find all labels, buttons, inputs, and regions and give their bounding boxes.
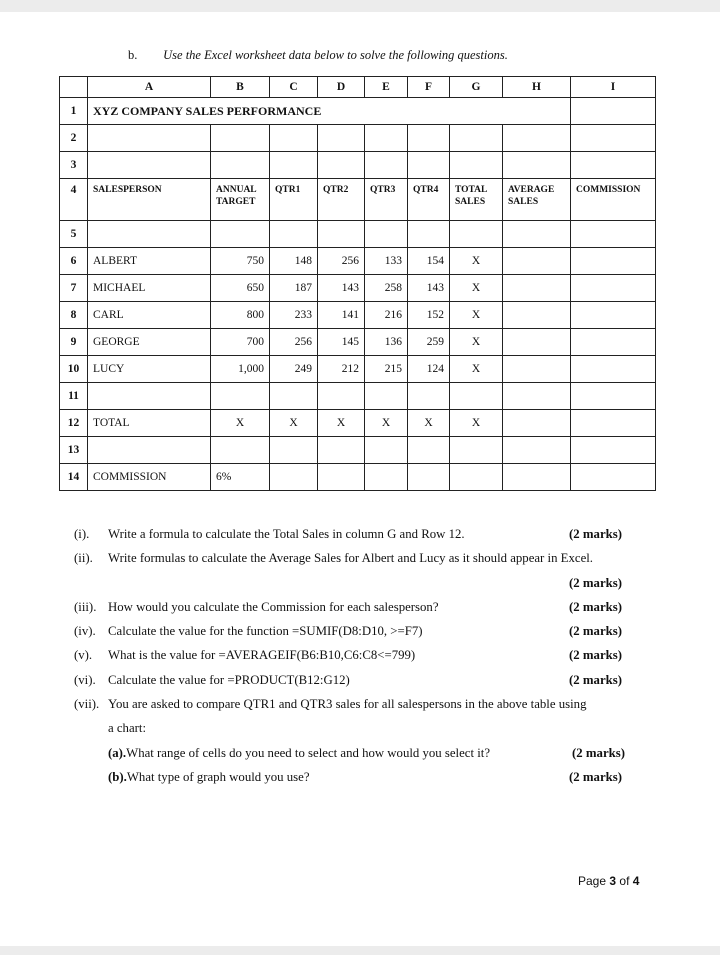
cell-B9: 700 [211,329,270,356]
cell-E11 [365,383,408,410]
sheet-row-13 [60,437,656,464]
cell-B2 [211,125,270,152]
question-marks: (2 marks) [572,745,625,760]
cell-E5 [365,221,408,248]
row-number: 14 [60,464,88,491]
cell-E9: 136 [365,329,408,356]
question-text [108,741,490,765]
question-marks: (2 marks) [569,769,622,784]
cell-I5 [571,221,656,248]
cell-F2 [408,125,450,152]
cell-C2 [270,125,318,152]
row-number: 11 [60,383,88,410]
cell-G11 [450,383,503,410]
sheet-row-3 [60,152,656,179]
cell-C3 [270,152,318,179]
cell-E12: X [365,410,408,437]
row-number: 3 [60,152,88,179]
cell-A2 [88,125,211,152]
cell-C5 [270,221,318,248]
cell-H2 [503,125,571,152]
cell-H6 [503,248,571,275]
question-number: (iii). [74,599,97,614]
column-header-b: B [211,77,270,98]
row-number: 4 [60,179,88,221]
cell-E14 [365,464,408,491]
sheet-row-12 [60,410,656,437]
cell-D14 [318,464,365,491]
cell-G4: TOTAL SALES [450,179,503,221]
cell-C14 [270,464,318,491]
row-number: 5 [60,221,88,248]
cell-H8 [503,302,571,329]
corner-cell [60,77,88,98]
cell-F11 [408,383,450,410]
cell-E7: 258 [365,275,408,302]
question-line [74,668,634,692]
page-of: of [619,874,630,888]
question-text [108,765,310,789]
question-number: (ii). [74,551,93,566]
cell-A4: SALESPERSON [88,179,211,221]
question-line [74,765,634,789]
cell-F7: 143 [408,275,450,302]
row-number: 8 [60,302,88,329]
cell-I8 [571,302,656,329]
cell-C13 [270,437,318,464]
cell-G8: X [450,302,503,329]
row-number: 10 [60,356,88,383]
cell-D8: 141 [318,302,365,329]
question-text: a chart: [108,721,147,736]
sheet-row-14 [60,464,656,491]
intro-label: b. [128,48,138,62]
sheet-row-2 [60,125,656,152]
cell-D4: QTR2 [318,179,365,221]
question-line [74,571,634,595]
cell-E10: 215 [365,356,408,383]
cell-H10 [503,356,571,383]
sheet-row-5 [60,221,656,248]
cell-E13 [365,437,408,464]
cell-A6: ALBERT [88,248,211,275]
sheet-row-11 [60,383,656,410]
cell-D6: 256 [318,248,365,275]
cell-F3 [408,152,450,179]
cell-C10: 249 [270,356,318,383]
question-number: (vii). [74,697,100,712]
cell-H7 [503,275,571,302]
question-marks: (2 marks) [569,648,622,663]
cell-D13 [318,437,365,464]
sheet-row-8 [60,302,656,329]
question-text: What is the value for =AVERAGEIF(B6:B10,C6:C8<=799) [108,648,416,663]
cell-B3 [211,152,270,179]
cell-F9: 259 [408,329,450,356]
question-marks: (2 marks) [569,575,622,590]
column-header-d: D [318,77,365,98]
cell-I10 [571,356,656,383]
question-text: Write a formula to calculate the Total Sales in column G and Row 12. [108,527,465,541]
cell-B11 [211,383,270,410]
row-number: 12 [60,410,88,437]
cell-B8: 800 [211,302,270,329]
worksheet-table [59,76,656,491]
cell-E6: 133 [365,248,408,275]
cell-G3 [450,152,503,179]
page-footer [578,874,639,888]
cell-A1: XYZ COMPANY SALES PERFORMANCE [88,98,571,125]
cell-E8: 216 [365,302,408,329]
row-number: 1 [60,98,88,125]
cell-F13 [408,437,450,464]
subquestion-label: (a). [108,745,127,760]
cell-I13 [571,437,656,464]
cell-D10: 212 [318,356,365,383]
question-number: (i). [74,527,90,541]
column-header-c: C [270,77,318,98]
cell-E4: QTR3 [365,179,408,221]
cell-C8: 233 [270,302,318,329]
subquestion-text: What range of cells do you need to select and how would you select it? [126,745,491,760]
question-number: (v). [74,648,93,663]
cell-H9 [503,329,571,356]
sheet-row-6 [60,248,656,275]
cell-A7: MICHAEL [88,275,211,302]
column-header-row [60,77,656,98]
cell-D9: 145 [318,329,365,356]
column-header-i: I [571,77,656,98]
question-number: (vi). [74,672,96,687]
question-line [74,595,634,619]
question-marks: (2 marks) [569,527,622,541]
cell-E2 [365,125,408,152]
cell-H12 [503,410,571,437]
question-line [74,619,634,643]
cell-D7: 143 [318,275,365,302]
cell-G7: X [450,275,503,302]
cell-A5 [88,221,211,248]
row-number: 7 [60,275,88,302]
cell-I6 [571,248,656,275]
question-line [74,716,634,740]
sheet-row-4 [60,179,656,221]
question-text: Calculate the value for the function =SUMIF(D8:D10, >=F7) [108,624,423,639]
cell-E3 [365,152,408,179]
column-header-e: E [365,77,408,98]
cell-I14 [571,464,656,491]
cell-H4: AVERAGE SALES [503,179,571,221]
question-text: You are asked to compare QTR1 and QTR3 sales for all salespersons in the above table using [108,697,587,712]
cell-C4: QTR1 [270,179,318,221]
cell-G2 [450,125,503,152]
cell-D11 [318,383,365,410]
cell-I3 [571,152,656,179]
cell-B13 [211,437,270,464]
column-header-g: G [450,77,503,98]
cell-I11 [571,383,656,410]
column-header-f: F [408,77,450,98]
sheet-row-9 [60,329,656,356]
cell-H13 [503,437,571,464]
row-number: 6 [60,248,88,275]
cell-G9: X [450,329,503,356]
question-text: How would you calculate the Commission for each salesperson? [108,599,439,614]
questions [74,522,634,789]
page-number: 3 [609,874,617,888]
intro [128,48,508,63]
cell-F14 [408,464,450,491]
document-page [0,12,720,946]
cell-F6: 154 [408,248,450,275]
cell-H14 [503,464,571,491]
cell-B10: 1,000 [211,356,270,383]
cell-C9: 256 [270,329,318,356]
cell-G10: X [450,356,503,383]
question-marks: (2 marks) [569,599,622,614]
subquestion-label: (b). [108,769,127,784]
question-line [74,522,634,546]
cell-F10: 124 [408,356,450,383]
subquestion-text: What type of graph would you use? [126,769,310,784]
cell-G14 [450,464,503,491]
page-total: 4 [632,874,640,888]
question-marks: (2 marks) [569,624,622,639]
cell-D5 [318,221,365,248]
cell-G6: X [450,248,503,275]
cell-B12: X [211,410,270,437]
page-prefix: Page [578,874,607,888]
cell-B4: ANNUAL TARGET [211,179,270,221]
cell-I2 [571,125,656,152]
cell-I1 [571,98,656,125]
sheet-row-10 [60,356,656,383]
question-marks: (2 marks) [569,672,622,687]
cell-B7: 650 [211,275,270,302]
cell-A9: GEORGE [88,329,211,356]
cell-C6: 148 [270,248,318,275]
row-number: 13 [60,437,88,464]
column-header-a: A [88,77,211,98]
question-text: Calculate the value for =PRODUCT(B12:G12) [108,672,350,687]
cell-D2 [318,125,365,152]
cell-I4: COMMISSION [571,179,656,221]
sheet-row-7 [60,275,656,302]
question-number: (iv). [74,624,96,639]
cell-I7 [571,275,656,302]
cell-C12: X [270,410,318,437]
question-line [74,643,634,667]
cell-F4: QTR4 [408,179,450,221]
question-line [74,546,634,570]
cell-D3 [318,152,365,179]
cell-C11 [270,383,318,410]
cell-F8: 152 [408,302,450,329]
cell-A11 [88,383,211,410]
cell-I12 [571,410,656,437]
cell-G13 [450,437,503,464]
cell-F5 [408,221,450,248]
cell-F12: X [408,410,450,437]
cell-D12: X [318,410,365,437]
question-text: Write formulas to calculate the Average Sales for Albert and Lucy as it should appear in Excel. [108,551,593,566]
cell-G12: X [450,410,503,437]
cell-C7: 187 [270,275,318,302]
intro-text: Use the Excel worksheet data below to solve the following questions. [163,48,508,62]
row-number: 2 [60,125,88,152]
cell-B6: 750 [211,248,270,275]
cell-I9 [571,329,656,356]
column-header-h: H [503,77,571,98]
cell-A12: TOTAL [88,410,211,437]
question-line [74,692,634,716]
cell-A14: COMMISSION [88,464,211,491]
cell-A13 [88,437,211,464]
cell-A3 [88,152,211,179]
cell-G5 [450,221,503,248]
row-number: 9 [60,329,88,356]
sheet-row-1 [60,98,656,125]
cell-B5 [211,221,270,248]
question-line [74,741,634,765]
cell-A10: LUCY [88,356,211,383]
cell-H11 [503,383,571,410]
cell-B14: 6% [211,464,270,491]
cell-H3 [503,152,571,179]
cell-A8: CARL [88,302,211,329]
cell-H5 [503,221,571,248]
